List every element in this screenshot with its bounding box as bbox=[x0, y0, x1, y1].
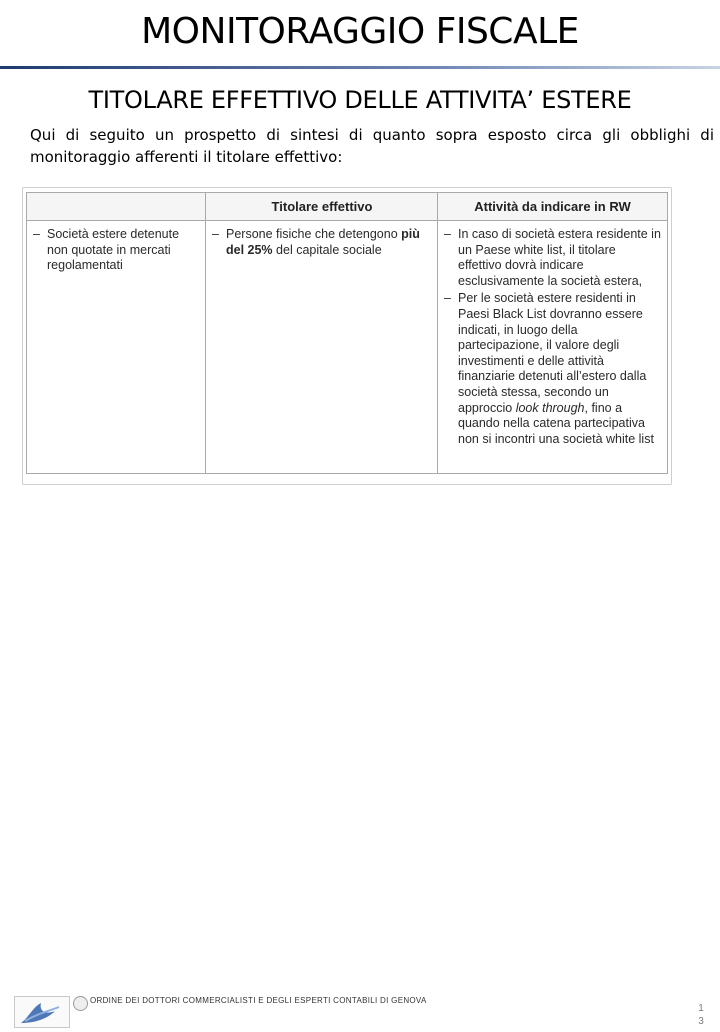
summary-table-image bbox=[22, 187, 672, 485]
rw-black-list-text-post: , fino a quando nella catena partecipativa non si incontri una società white list bbox=[458, 400, 654, 446]
seal-icon bbox=[73, 996, 88, 1011]
list-item bbox=[33, 227, 199, 274]
list-item bbox=[444, 291, 661, 447]
title-divider bbox=[0, 66, 720, 69]
entity-text: Società estere detenute non quotate in mercati regolamentati bbox=[47, 227, 180, 273]
owner-text-bold: più del 25% bbox=[226, 227, 420, 257]
page-number-digit: 3 bbox=[698, 1016, 704, 1027]
table-header-rw: Attività da indicare in RW bbox=[438, 193, 667, 221]
rw-white-list-text: In caso di società estera residente in un Paese white list, il titolare effettivo dovrà indicare esclusivamente la società estera, bbox=[458, 227, 661, 288]
table-column-owner bbox=[205, 193, 438, 473]
rw-black-list-text-italic: look through bbox=[515, 400, 585, 415]
summary-table bbox=[26, 192, 668, 474]
list-item bbox=[444, 227, 661, 289]
owner-text-pre: Persone fisiche che detengono bbox=[226, 227, 402, 241]
dash-bullet: – bbox=[33, 227, 40, 241]
page-number-digit: 1 bbox=[698, 1003, 704, 1014]
organization-name: ORDINE DEI DOTTORI COMMERCIALISTI E DEGLI ESPERTI CONTABILI DI GENOVA bbox=[90, 996, 427, 1005]
page-number bbox=[694, 1002, 708, 1028]
table-header-owner: Titolare effettivo bbox=[206, 193, 438, 221]
dash-bullet: – bbox=[444, 291, 451, 306]
rw-black-list-text-pre: Per le società estere residenti in Paesi Black List dovranno essere indicati, in luogo della partecipazione, il valore degli investimenti e delle attività finanziarie detenuti all’estero dalla società stessa, secondo un approccio bbox=[458, 291, 647, 415]
owner-text-post: del capitale sociale bbox=[272, 242, 382, 257]
table-column-rw bbox=[437, 193, 667, 473]
intro-paragraph: Qui di seguito un prospetto di sintesi di quanto sopra esposto circa gli obblighi di monitoraggio afferenti il titolare effettivo: bbox=[30, 126, 714, 166]
table-header-empty bbox=[27, 193, 205, 221]
dash-bullet: – bbox=[444, 227, 451, 241]
slide-title: MONITORAGGIO FISCALE bbox=[141, 11, 579, 52]
list-item bbox=[212, 227, 432, 258]
organization-logo bbox=[14, 996, 70, 1028]
slide-footer bbox=[0, 494, 720, 1027]
dash-bullet: – bbox=[212, 227, 219, 241]
slide-subtitle: TITOLARE EFFETTIVO DELLE ATTIVITA’ ESTERE bbox=[88, 86, 632, 114]
table-column-entity bbox=[27, 193, 205, 473]
